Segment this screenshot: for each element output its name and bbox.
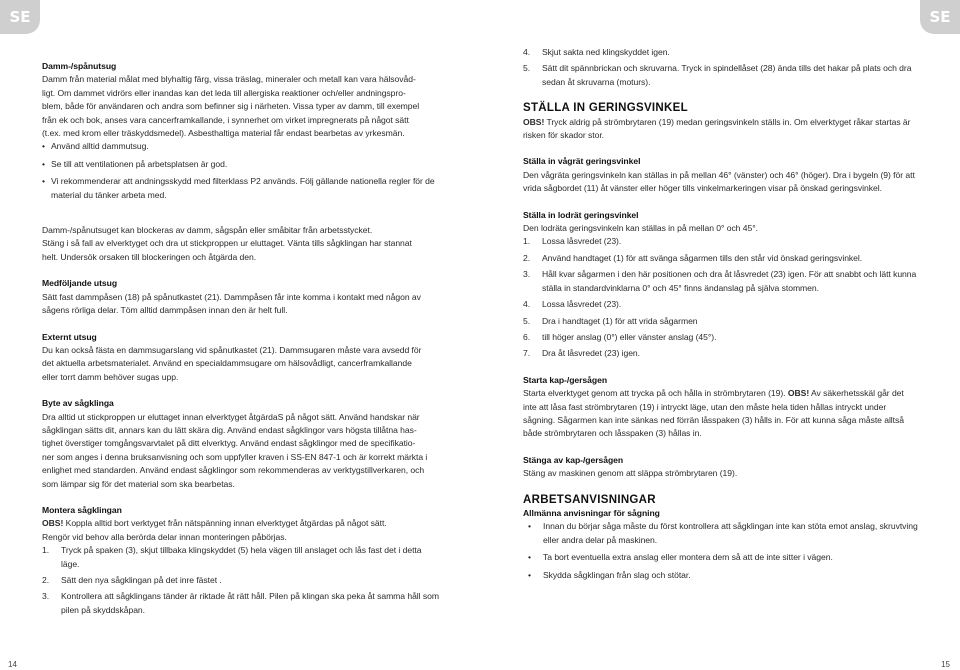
list-item [523,315,918,328]
stop-section [523,454,918,481]
cut-angle-section [523,102,918,142]
dust-bullet-list [42,140,440,202]
list-item [42,590,440,617]
step-text: Tryck på spaken (3), skjut tillbaka klingskyddet (5) hela vägen till anslaget och lås fast det i detta läge. [61,545,422,569]
mount-steps [42,544,440,617]
start-section [523,374,918,441]
obs-label: OBS! [42,518,64,529]
list-item: • Innan du börjar såga måste du först kontrollera att sågklingan inte kan stöta emot anslag, skruvtving eller andra delar på maskinen. [523,520,918,547]
included-line: Sätt fast dammpåsen (18) på spånutkastet (21). Dammpåsen får inte komma i kontakt med någon av [42,291,421,302]
work-bullet-list [523,520,918,582]
cut-angle-heading: STÄLLA IN GERINGSVINKEL [523,102,688,115]
step-number: 5. [523,63,531,74]
included-line: sågens rörliga delar. Töm alltid dammpåsen innan den är helt full. [42,305,288,316]
mount-warning [42,517,440,530]
blade-change-line: Dra alltid ut stickproppen ur eluttaget innan elverktyget åtgärdaS på något sätt. Använd handskar när [42,411,420,422]
work-instructions-section [523,494,918,582]
obs-label: OBS! [787,388,810,399]
step-number: 5. [523,315,531,326]
list-item [523,62,918,89]
dust-section [42,60,440,202]
step-text: Håll kvar sågarmen i den här positionen och dra åt låsvredet (23) igen. För att snabbt och lätt kunna ställa in standardvinklarna 0° och 45° finns ändanslag på själva stommen. [542,269,917,293]
included-heading: Medföljande utsug [42,278,118,289]
obs-label: OBS! [523,116,545,127]
right-column [523,46,918,595]
list-item: • Vi rekommenderar att andningsskydd med filterklass P2 används. Följ gällande nationella regler för de material du tänker arbeta med. [42,175,440,202]
blade-change-line: enlighet med standarden. Använd endast sågklingor som rekommenderas av verktygstillverkaren, och [42,465,425,476]
work-instructions-heading: ARBETSANVISNINGAR [523,493,656,506]
blade-change-line: som lämpar sig för det material som ska bearbetas. [42,478,235,489]
blocked-section [42,224,440,264]
dust-line: ligt. Om dammet vidrörs eller inandas kan det leda till allergiska reaktioner och/eller andningspro- [42,87,406,98]
vertical-angle-section [523,209,918,361]
cut-angle-warning-text: Tryck aldrig på strömbrytaren (19) medan geringsvinkeln ställs in. Om elverktyget råkar startas är risken för skador stor. [523,116,911,141]
step-text: Dra åt låsvredet (23) igen. [542,348,641,359]
horizontal-angle-heading: Ställa in vågrät geringsvinkel [523,156,641,167]
mount-section [42,504,440,617]
step-text: Skjut sakta ned klingskyddet igen. [542,47,670,57]
mount-intro: Rengör vid behov alla berörda delar innan monteringen påbörjas. [42,531,287,542]
dust-line: Damm från material målat med blyhaltig färg, vissa träslag, mineraler och metall kan vara hälsovåd- [42,74,416,85]
vertical-angle-heading: Ställa in lodrät geringsvinkel [523,209,639,220]
external-line: det aktuella arbetsmaterialet. Använd en specialdammsugare om hälsovådligt, cancerframkallande [42,358,412,369]
page-number-left: 14 [8,660,17,669]
dust-line: från ek och bok, anses vara cancerframkallande, i synnerhet om virket impregnerats på något sätt [42,114,409,125]
list-item [523,298,918,311]
list-item [523,252,918,265]
dust-line: blem, både för användaren och andra som befinner sig i närheten. Vissa typer av damm, till exempel [42,101,420,112]
step-text: Sätt dit spännbrickan och skruvarna. Tryck in spindellåset (28) ända tills det hakar på plats och dra sedan åt skruvarna (moturs). [542,63,912,87]
mount-heading: Montera sågklingan [42,504,122,515]
dust-line: (t.ex. med krom eller träskyddsmedel). Asbesthaltiga material får endast bearbetas av yrkesmän. [42,128,405,139]
list-item [523,331,918,344]
step-number: 4. [523,47,531,57]
external-section [42,331,440,385]
list-item [523,235,918,248]
step-number: 2. [523,252,531,263]
step-text: Kontrollera att sågklingans tänder är riktade åt rätt håll. Pilen på klingan ska peka åt samma håll som pilen på skyddskåpan. [61,591,439,615]
blade-change-heading: Byte av sågklinga [42,398,114,409]
blocked-line: helt. Undersök orsaken till blockeringen och åtgärda den. [42,251,257,262]
stop-heading: Stänga av kap-/gersågen [523,454,624,465]
list-item [523,268,918,295]
blade-change-line: sågklingan sätts dit, annars kan du lätt skära dig. Använd endast sågklingor vars högsta tillåtna has- [42,424,417,435]
step-text: Lossa låsvredet (23). [542,236,622,247]
dust-heading: Damm-/spånutsug [42,61,117,71]
page-number-right: 15 [941,660,950,669]
left-column [42,60,440,630]
horizontal-angle-section [523,155,918,195]
horizontal-angle-text: Den vågräta geringsvinkeln kan ställas in på mellan 46° (vänster) och 46° (höger). Dra i bygeln (9) för att vrida sågbordet (11) åt vänster eller höger tills vinkelmarkeringen visar på önskad geringsvinkel. [523,169,915,194]
list-item [42,544,440,571]
step-text: till höger anslag (0°) eller vänster anslag (45°). [542,331,717,342]
step-text: Lossa låsvredet (23). [542,299,622,310]
step-number: 7. [523,348,531,359]
list-item [523,347,918,360]
vertical-angle-intro: Den lodräta geringsvinkeln kan ställas in på mellan 0° och 45°. [523,223,758,234]
language-tab-left: SE [0,0,40,34]
mount-steps-continued [523,46,918,89]
blocked-line: Stäng i så fall av elverktyget och dra ut stickproppen ur eluttaget. Vänta tills sågklingan har stannat [42,238,412,249]
blade-change-line: tighet överstiger tomgångsvarvtalet på ditt elverktyg. Använd endast sågklingor med de specifikatio- [42,438,416,449]
external-line: eller torrt damm behöver sugas upp. [42,371,179,382]
step-text: Dra i handtaget (1) för att vrida sågarmen [542,315,698,326]
start-text-post: Av säkerhetsskäl går det inte att låsa fast strömbrytaren (19) i intryckt läge, utan den måste hela tiden hållas intryckt under sågning. Sågarmen kan inte sänkas ned förrän låsspaken (3) hålls in. För att kunna såga måste alltså både strömbrytaren och låsspaken (3) hållas in. [523,388,904,439]
start-text-pre: Starta elverktyget genom att trycka på och hålla in strömbrytaren (19). [523,388,788,399]
start-heading: Starta kap-/gersågen [523,374,608,385]
list-item [523,46,918,59]
step-number: 1. [42,545,50,556]
stop-text: Stäng av maskinen genom att släppa strömbrytaren (19). [523,468,738,479]
blade-change-section [42,397,440,491]
mount-continued-section [523,46,918,89]
blocked-line: Damm-/spånutsuget kan blockeras av damm, sågspån eller småbitar från arbetsstycket. [42,225,373,236]
step-number: 1. [523,236,531,247]
vertical-angle-steps [523,235,918,360]
list-item: • Se till att ventilationen på arbetsplatsen är god. [42,158,440,171]
start-text [523,387,918,441]
step-number: 3. [523,269,531,280]
step-number: 2. [42,575,50,585]
language-tab-right: SE [920,0,960,34]
step-text: Använd handtaget (1) för att svänga sågarmen tills den står vid önskad geringsvinkel. [542,252,863,263]
included-section [42,277,440,317]
step-text: Sätt den nya sågklingan på det inre fästet . [61,575,222,585]
cut-angle-warning [523,116,918,143]
list-item: • Skydda sågklingan från slag och stötar. [523,569,918,582]
mount-warning-text: Koppla alltid bort verktyget från nätspänning innan elverktyget åtgärdas på något sätt. [63,518,387,529]
external-heading: Externt utsug [42,331,97,342]
blade-change-line: ner som anges i denna bruksanvisning och som uppfyller kraven i SS-EN 847-1 och är korrekt märkta i [42,451,428,462]
list-item: • Använd alltid dammutsug. [42,140,440,153]
list-item: • Ta bort eventuella extra anslag eller montera dem så att de inte sitter i vägen. [523,551,918,564]
list-item [42,574,440,587]
external-line: Du kan också fästa en dammsugarslang vid spånutkastet (21). Dammsugaren måste vara avsedd för [42,344,422,355]
step-number: 4. [523,299,531,310]
step-number: 3. [42,591,50,602]
work-instructions-subheading: Allmänna anvisningar för sågning [523,507,660,518]
step-number: 6. [523,331,531,342]
